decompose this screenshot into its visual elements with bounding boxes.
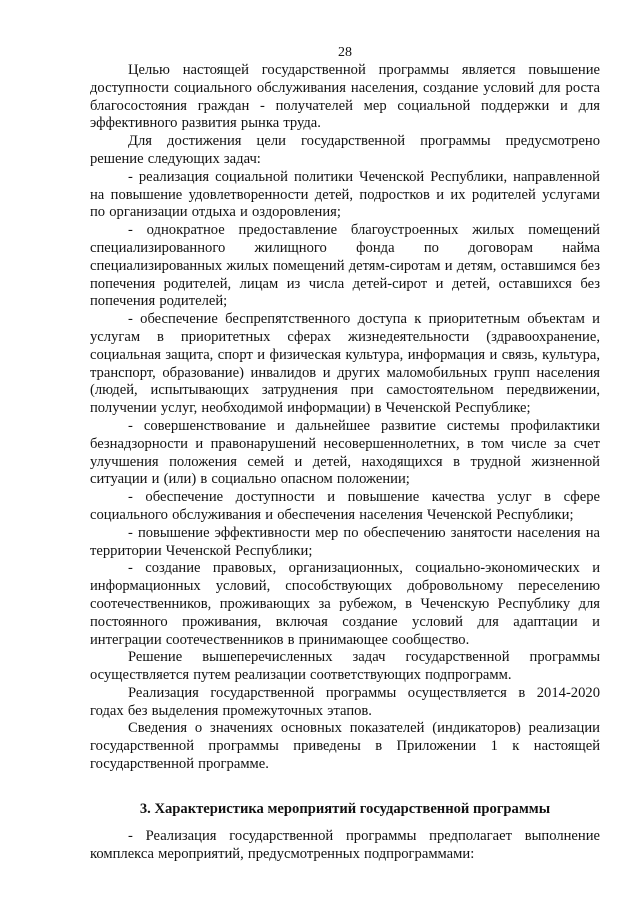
paragraph-measures: - Реализация государственной программы предполагает выполнение комплекса мероприятий, предусмотренных подпрограммами: — [90, 827, 600, 862]
paragraph-goal: Целью настоящей государственной программы является повышение доступности социального обслуживания населения, создание условий для роста благосостояния граждан - получателей мер социальной поддержки и для эффективного развития рынка труда. — [90, 62, 600, 132]
section-heading: 3. Характеристика мероприятий государственной программы — [139, 800, 551, 817]
paragraph-tasks-intro: Для достижения цели государственной программы предусмотрено решение следующих задач: — [90, 133, 600, 167]
list-item-task-housing: - однократное предоставление благоустроенных жилых помещений специализированного жилищного фонда по договорам найма специализированных жилых помещений детям-сиротам и детям, оставшимся без попечения родителей, лицам из числа детей-сирот и детей, оставшихся без попечения родителей; — [90, 222, 600, 310]
paragraph-subprograms: Решение вышеперечисленных задач государственной программы осуществляется путем реализации соответствующих подпрограмм. — [90, 649, 600, 684]
list-item-task-prevention: - совершенствование и дальнейшее развитие системы профилактики безнадзорности и правонарушений несовершеннолетних, в том числе за счет улучшения положения семей и детей, находящихся в трудной жизненной ситуации и (или) в социально опасном положении; — [90, 417, 600, 488]
list-item-task-accessibility: - обеспечение беспрепятственного доступа к приоритетным объектам и услугам в приоритетных сферах жизнедеятельности (здравоохранение, социальная защита, спорт и физическая культура, информация и связь, культура, транспорт, образование) инвалидов и других маломобильных групп населения (людей, испытывающих затруднения при самостоятельном передвижении, получении услуг, необходимой информации) в Чеченской Республике; — [90, 311, 600, 417]
page-number: 28 — [338, 45, 352, 60]
paragraph-indicators: Сведения о значениях основных показателей (индикаторов) реализации государственной программы приведены в Приложении 1 к настоящей государственной программе. — [90, 720, 600, 773]
list-item-task-social-services: - обеспечение доступности и повышение качества услуг в сфере социального обслуживания и обеспечения населения Чеченской Республики; — [90, 489, 600, 523]
list-item-task-employment: - повышение эффективности мер по обеспечению занятости населения на территории Чеченской Республики; — [90, 524, 600, 559]
list-item-task-recreation: - реализация социальной политики Чеченской Республики, направленной на повышение удовлетворенности детей, подростков и их родителей услугами по организации отдыха и оздоровления; — [90, 168, 600, 221]
paragraph-period: Реализация государственной программы осуществляется в 2014-2020 годах без выделения промежуточных этапов. — [90, 684, 600, 719]
list-item-task-resettlement: - создание правовых, организационных, социально-экономических и информационных условий, способствующих добровольному переселению соотечественников, проживающих за рубежом, в Чеченскую Республику для постоянного проживания, включая создание условий для адаптации и интеграции соотечественников в принимающее сообщество. — [90, 560, 600, 648]
